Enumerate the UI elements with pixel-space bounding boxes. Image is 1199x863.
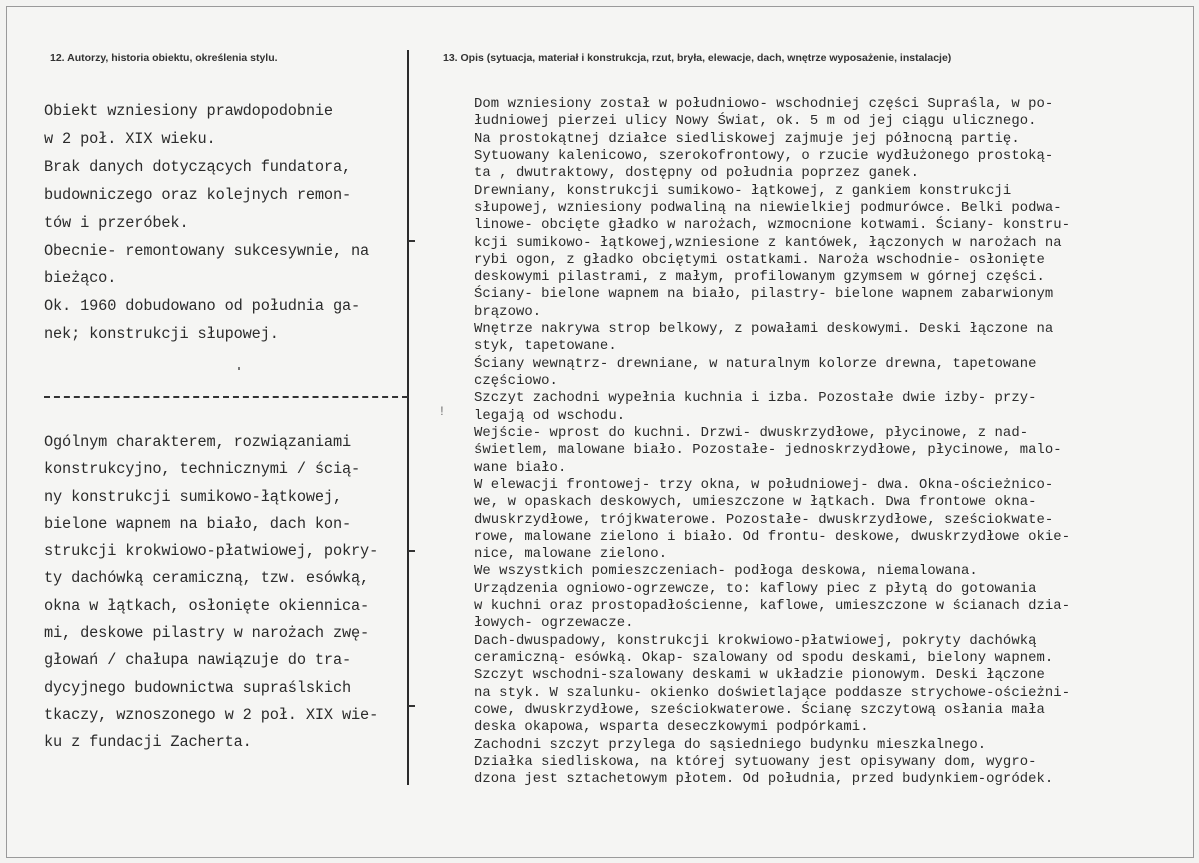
text-line: okna w łątkach, osłonięte okiennica- <box>44 596 370 615</box>
text-line: częściowo. <box>474 373 558 389</box>
text-line: ceramiczną- esówką. Okap- szalowany od spodu deskami, bielony wapnem. <box>474 650 1054 666</box>
text-line: nice, malowane zielono. <box>474 546 668 563</box>
text-line: na styk. W szalunku- okienko doświetlające poddasze strychowe-ościeżni- <box>474 684 1071 701</box>
text-line: bielone wapnem na biało, dach kon- <box>44 514 352 533</box>
text-line: Zachodni szczyt przylega do sąsiedniego budynku mieszkalnego. <box>474 736 987 753</box>
text-line: Szczyt zachodni wypełnia kuchnia i izba. Pozostałe dwie izby- przy- <box>474 390 1037 407</box>
text-line: Wnętrze nakrywa strop belkowy, z powałami deskowymi. Deski łączone na <box>474 321 1054 338</box>
text-line: ny konstrukcji sumikowo-łątkowej, <box>44 487 342 506</box>
text-line: łowych- ogrzewacze. <box>474 615 634 632</box>
text-line: rowe, malowane zielono i biało. Od frontu- deskowe, dwuskrzydłowe okie- <box>474 528 1071 545</box>
left-section-header <box>50 52 278 64</box>
text-line: ku z fundacji Zacherta. <box>44 733 252 752</box>
text-line: Ściany wewnątrz- drewniane, w naturalnym kolorze drewna, tapetowane <box>474 355 1037 372</box>
text-line: kcji sumikowo- łątkowej,wzniesione z kantówek, łączonych w narożach na <box>474 234 1062 251</box>
text-line: słupowej, wzniesiony podwaliną na niewielkiej podmurówce. Belki podwa- <box>474 199 1062 216</box>
left-header-text: 12. Autorzy, historia obiektu, określenia stylu. <box>50 52 278 64</box>
left-top-text-block <box>44 98 369 349</box>
text-line: Drewniany, konstrukcji sumikowo- łątkowej, z gankiem konstrukcji <box>474 182 1012 199</box>
margin-tick <box>408 240 415 242</box>
text-line: tkaczy, wznoszonego w 2 poł. XIX wie- <box>44 705 379 724</box>
text-line: linowe- obcięte gładko w narożach, wzmocnione kotwami. Ściany- konstru- <box>474 217 1071 234</box>
left-bottom-text-block <box>44 429 378 757</box>
text-line: konstrukcyjno, technicznymi / ścią- <box>44 460 361 479</box>
text-line: wane biało. <box>474 459 567 476</box>
text-line: strukcji krokwiowo-płatwiowej, pokry- <box>44 542 379 561</box>
text-line: w kuchni oraz prostopadłościenne, kaflowe, umieszczone w ścianach dzia- <box>474 598 1071 615</box>
margin-tick <box>408 705 415 707</box>
text-line: tów i przeróbek. <box>44 213 189 232</box>
text-line: ta , dwutraktowy, dostępny od południa poprzez ganek. <box>474 165 919 182</box>
text-line: Ściany- bielone wapnem na biało, pilastry- bielone wapnem zabarwionym <box>474 286 1054 303</box>
margin-tick <box>408 550 415 552</box>
text-line: łudniowej pierzei ulicy Nowy Świat, ok. 5 m od jej ciągu ulicznego. <box>474 113 1037 130</box>
text-line: brązowo. <box>474 303 542 320</box>
text-line: deskowymi pilastrami, z małym, profilowanym gzymsem w górnej części. <box>474 269 1045 286</box>
text-line: Obiekt wzniesiony prawdopodobnie <box>44 102 333 120</box>
right-description-block <box>474 96 1070 789</box>
text-line: Działka siedliskowa, na której sytuowany jest opisywany dom, wygro- <box>474 753 1037 770</box>
text-line: dzona jest sztachetowym płotem. Od południa, przed budynkiem-ogródek. <box>474 771 1054 788</box>
text-line: Ogólnym charakterem, rozwiązaniami <box>44 433 352 451</box>
right-header-text: 13. Opis (sytuacja, materiał i konstrukcja, rzut, bryła, elewacje, dach, wnętrze wyposażenie, instalacje) <box>443 52 952 64</box>
text-line: styk, tapetowane. <box>474 338 617 355</box>
text-line: Na prostokątnej działce siedliskowej zajmuje jej północną partię. <box>474 130 1020 147</box>
text-line: ty dachówką ceramiczną, tzw. esówką, <box>44 569 370 588</box>
text-line: świetlem, malowane biało. Pozostałe- jednoskrzydłowe, płycinowe, malo- <box>474 442 1062 459</box>
text-line: Obecnie- remontowany sukcesywnie, na <box>44 241 370 260</box>
text-line: rybi ogon, z gładko obciętymi ostatkami. Naroża wschodnie- osłonięte <box>474 251 1045 268</box>
text-line: budowniczego oraz kolejnych remon- <box>44 185 352 204</box>
text-line: mi, deskowe pilastry w narożach zwę- <box>44 624 370 643</box>
text-line: dwuskrzydłowe, trójkwaterowe. Pozostałe- dwuskrzydłowe, sześciokwate- <box>474 511 1054 528</box>
text-line: deska okapowa, wsparta deseczkowymi podpórkami. <box>474 719 869 736</box>
stray-mark: ! <box>438 404 446 419</box>
dashed-separator <box>44 396 408 398</box>
text-line: Brak danych dotyczących fundatora, <box>44 157 352 176</box>
text-line: legają od wschodu. <box>474 407 626 424</box>
right-section-header <box>443 52 951 64</box>
text-line: Sytuowany kalenicowo, szerokofrontowy, o rzucie wydłużonego prostoką- <box>474 147 1054 164</box>
text-line: Ok. 1960 dobudowano od południa ga- <box>44 297 361 316</box>
text-line: głowań / chałupa nawiązuje do tra- <box>44 651 352 670</box>
text-line: nek; konstrukcji słupowej. <box>44 325 279 344</box>
text-line: w 2 poł. XIX wieku. <box>44 129 216 148</box>
text-line: We wszystkich pomieszczeniach- podłoga deskowa, niemalowana. <box>474 563 978 580</box>
text-line: bieżąco. <box>44 269 117 288</box>
text-line: Dom wzniesiony został w południowo- wschodniej części Supraśla, w po- <box>474 96 1054 112</box>
column-divider <box>407 50 409 785</box>
text-line: Urządzenia ogniowo-ogrzewcze, to: kaflowy piec z płytą do gotowania <box>474 580 1037 597</box>
ink-speck <box>238 367 240 370</box>
text-line: Dach-dwuspadowy, konstrukcji krokwiowo-płatwiowej, pokryty dachówką <box>474 632 1037 649</box>
text-line: Wejście- wprost do kuchni. Drzwi- dwuskrzydłowe, płycinowe, z nad- <box>474 424 1029 441</box>
text-line: cowe, dwuskrzydłowe, sześciokwaterowe. Ścianę szczytową osłania mała <box>474 701 1045 718</box>
text-line: dycyjnego budownictwa supraślskich <box>44 678 352 697</box>
text-line: Szczyt wschodni-szalowany deskami w układzie pionowym. Deski łączone <box>474 667 1045 684</box>
text-line: W elewacji frontowej- trzy okna, w południowej- dwa. Okna-ościeżnico- <box>474 476 1054 493</box>
text-line: we, w opaskach deskowych, umieszczone w łątkach. Dwa frontowe okna- <box>474 494 1037 511</box>
